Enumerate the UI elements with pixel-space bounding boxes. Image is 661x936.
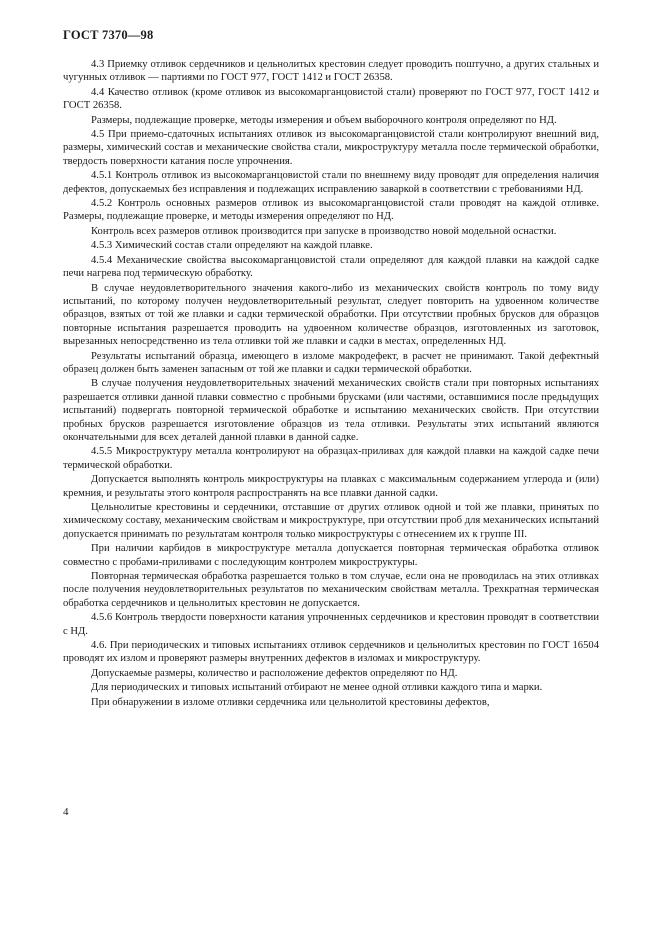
paragraph: 4.5.1 Контроль отливок из высокомарганцовистой стали по внешнему виду проводят для определения наличия дефектов, допускаемых без исправления и подлежащих исправлению заваркой в соответствии с требованиями НД. (63, 170, 599, 195)
paragraph: Для периодических и типовых испытаний отбирают не менее одной отливки каждого типа и марки. (91, 682, 543, 694)
paragraph: 4.5.2 Контроль основных размеров отливок из высокомарганцовистой стали проводят на каждой отливке. Размеры, подлежащие проверке, и методы измерения определяют по НД. (63, 198, 599, 223)
paragraph: Допускаемые размеры, количество и расположение дефектов определяют по НД. (91, 667, 458, 679)
paragraph: Повторная термическая обработка разрешается только в том случае, если она не проводилась на этих отливках после получения неудовлетворительных результатов по механическим свойствам металла. Трехкратная термическая обработка сердечников и цельнолитых крестовин не допускается. (63, 571, 599, 609)
paragraph: 4.3 Приемку отливок сердечников и цельнолитых крестовин следует проводить поштучно, а других стальных и чугунных отливок — партиями по ГОСТ 977, ГОСТ 1412 и ГОСТ 26358. (63, 59, 599, 84)
paragraph: 4.5 При приемо-сдаточных испытаниях отливок из высокомарганцовистой стали контролируют внешний вид, размеры, химический состав и механические свойства стали, микроструктуру металла после термической обработки, твердость поверхности катания после упрочнения. (63, 129, 599, 167)
paragraph: 4.5.3 Химический состав стали определяют на каждой плавке. (91, 240, 373, 252)
paragraph: Цельнолитые крестовины и сердечники, отставшие от других отливок одной и той же плавки, принятых по химическому составу, механическим свойствам и микроструктуре, при отсутствии проб для механических испытаний допускается принимать по результатам контроля только микроструктуры с отнесением их к группе III. (63, 502, 599, 540)
document-body (63, 58, 599, 710)
paragraph: В случае неудовлетворительного значения какого-либо из механических свойств контроль по тому виду испытаний, по которому получен неудовлетворительный результат, следует повторить на удвоенном количестве образцов, взятых от той же плавки и садки термической обработки. При отсутствии пробных брусков для образцов повторные испытания разрешается проводить на удвоенном количестве образцов, изготовленных из заготовок, вырезанных непосредственно из тела отливки той же плавки и садки в местах, определенных НД. (63, 282, 599, 348)
paragraph: При наличии карбидов в микроструктуре металла допускается повторная термическая обработка отливок совместно с пробами-приливами с последующим контролем микроструктуры. (63, 543, 599, 568)
paragraph: Контроль всех размеров отливок производится при запуске в производство новой модельной оснастки. (91, 225, 557, 237)
paragraph: 4.6. При периодических и типовых испытаниях отливок сердечников и цельнолитых крестовин по ГОСТ 16504 проводят их излом и проверяют размеры внутренних дефектов в изломах и микроструктуру. (63, 640, 599, 665)
paragraph: Результаты испытаний образца, имеющего в изломе макродефект, в расчет не принимают. Такой дефектный образец должен быть заменен запасным от той же плавки и садки термической обработки. (63, 350, 599, 375)
paragraph: 4.5.4 Механические свойства высокомарганцовистой стали определяют для каждой плавки на каждой садке печи нагрева под термическую обработку. (63, 254, 599, 280)
paragraph: В случае получения неудовлетворительных значений механических свойств стали при повторных испытаниях разрешается отливки данной плавки совместно с пробными брусками (или частями, оставшимися после предыдущих испытаний) подвергать повторной термической обработке и испытанию механических свойств. При отсутствии пробных брусков разрешается изготовление образцов из тела отливки. Результаты этих испытаний являются окончательными для всех деталей данной плавки в данной садке. (63, 378, 599, 443)
page-number: 4 (63, 806, 69, 818)
paragraph: 4.5.6 Контроль твердости поверхности катания упрочненных сердечников и крестовин проводят в соответствии с НД. (63, 612, 599, 637)
paragraph: Размеры, подлежащие проверке, методы измерения и объем выборочного контроля определяют по НД. (91, 114, 557, 126)
document-header: ГОСТ 7370—98 (63, 28, 154, 42)
paragraph: При обнаружении в изломе отливки сердечника или цельнолитой крестовины дефектов, (91, 696, 490, 708)
paragraph: Допускается выполнять контроль микроструктуры на плавках с максимальным содержанием углерода и (или) кремния, и результаты этого контроля распространять на все плавки данной садки. (63, 474, 599, 499)
paragraph: 4.5.5 Микроструктуру металла контролируют на образцах-приливах для каждой плавки на каждой садке печи термической обработки. (63, 446, 599, 471)
paragraph: 4.4 Качество отливок (кроме отливок из высокомарганцовистой стали) проверяют по ГОСТ 977, ГОСТ 1412 и ГОСТ 26358. (63, 86, 599, 112)
